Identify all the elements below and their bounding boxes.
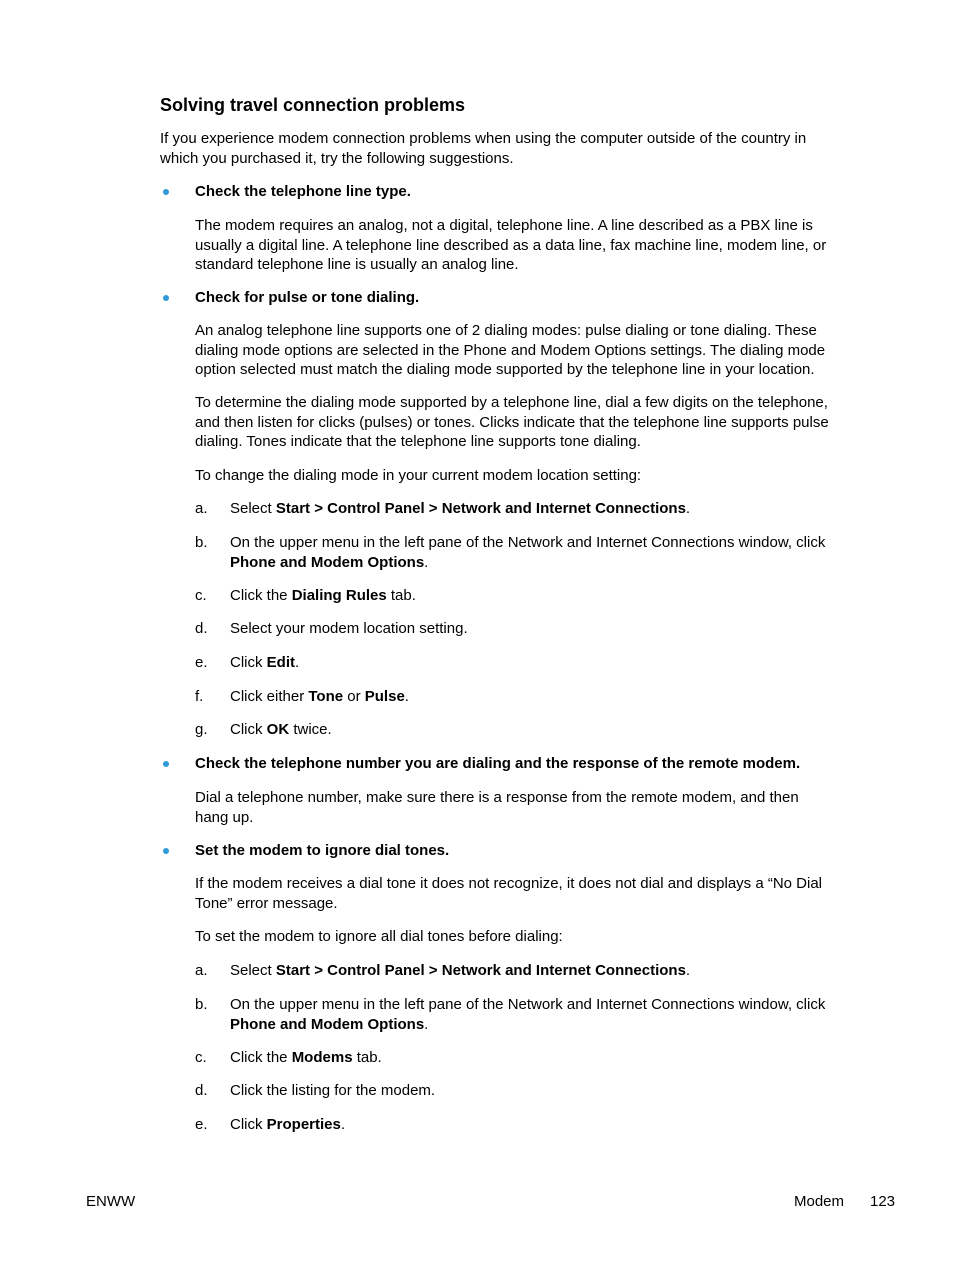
paragraph: To change the dialing mode in your current modem location setting: <box>195 467 642 484</box>
text-line: The modem requires an analog, not a digital, telephone line. A line described as a PBX line is <box>195 217 813 234</box>
step-letter: e. <box>195 654 208 671</box>
step-letter: g. <box>195 721 208 738</box>
text-line: If the modem receives a dial tone it does not recognize, it does not dial and displays a “No Dial <box>195 875 823 892</box>
text-line: Tone” error message. <box>195 894 338 912</box>
ui-label: OK <box>266 721 290 738</box>
paragraph <box>195 321 825 380</box>
ui-path: Start > Control Panel > Network and Internet Connections <box>275 962 686 979</box>
bullet-icon <box>163 761 169 767</box>
step-text: Select Start > Control Panel > Network and Internet Connections. <box>230 500 691 517</box>
bullet-title: Check the telephone line type. <box>195 183 411 200</box>
step-text: Click the listing for the modem. <box>230 1082 436 1099</box>
step-text: Click the Dialing Rules tab. <box>230 587 416 604</box>
bullet-title: Set the modem to ignore dial tones. <box>195 842 450 859</box>
footer-left: ENWW <box>86 1193 136 1210</box>
step-text: Click the Modems tab. <box>230 1049 382 1066</box>
ui-path: Start > Control Panel > Network and Internet Connections <box>275 500 686 517</box>
step-text: Select your modem location setting. <box>230 620 468 637</box>
text-line: If you experience modem connection problems when using the computer outside of the country in <box>160 130 807 147</box>
ui-label: Properties <box>266 1116 341 1133</box>
step-letter: d. <box>195 1082 208 1099</box>
text-line: and then listen for clicks (pulses) or tones. Clicks indicate that the telephone line supports pulse <box>195 413 829 431</box>
paragraph <box>195 788 799 827</box>
bullet-icon <box>163 848 169 854</box>
bullet-icon <box>163 295 169 301</box>
ui-label: Pulse <box>364 688 405 705</box>
step-text: Click OK twice. <box>230 721 332 738</box>
text-line: hang up. <box>195 808 254 826</box>
step-text: On the upper menu in the left pane of the Network and Internet Connections window, click Phone and Modem Options. <box>230 534 826 571</box>
step-letter: c. <box>195 1049 207 1066</box>
paragraph <box>195 874 822 913</box>
step-text: Click Edit. <box>230 654 300 671</box>
bullet-icon <box>163 189 169 195</box>
step-letter: b. <box>195 534 208 551</box>
step-letter: c. <box>195 587 207 604</box>
ui-label: Modems <box>291 1049 353 1066</box>
intro-paragraph <box>160 129 806 168</box>
step-text: On the upper menu in the left pane of the Network and Internet Connections window, click Phone and Modem Options. <box>230 996 826 1033</box>
bullet-title: Check for pulse or tone dialing. <box>195 289 420 306</box>
paragraph <box>195 393 829 452</box>
text-line: An analog telephone line supports one of 2 dialing modes: pulse dialing or tone dialing. These <box>195 322 817 339</box>
step-letter: e. <box>195 1116 208 1133</box>
ui-label: Phone and Modem Options <box>230 553 425 571</box>
bullet-title: Check the telephone number you are dialing and the response of the remote modem. <box>195 755 801 772</box>
text-line: usually a digital line. A telephone line described as a data line, fax machine line, modem line, or <box>195 236 827 254</box>
text-line: dialing. Tones indicate that the telephone line supports tone dialing. <box>195 433 641 450</box>
text-line: standard telephone line is usually an analog line. <box>195 256 519 273</box>
footer-section: Modem <box>794 1193 845 1210</box>
step-text: Click Properties. <box>230 1116 346 1133</box>
ui-label: Phone and Modem Options <box>230 1015 425 1033</box>
text-line: dialing mode options are selected in the Phone and Modem Options settings. The dialing mode <box>195 341 826 359</box>
text-line: Dial a telephone number, make sure there is a response from the remote modem, and then <box>195 789 799 806</box>
section-heading: Solving travel connection problems <box>160 95 466 115</box>
step-letter: d. <box>195 620 208 637</box>
text-line: which you purchased it, try the following suggestions. <box>160 149 514 167</box>
paragraph: To set the modem to ignore all dial tones before dialing: <box>195 928 563 945</box>
paragraph <box>195 216 826 275</box>
step-letter: f. <box>195 688 204 705</box>
ui-label: Edit <box>266 654 296 671</box>
step-text: Select Start > Control Panel > Network and Internet Connections. <box>230 962 691 979</box>
step-letter: a. <box>195 500 208 517</box>
text-line: option selected must match the dialing mode supported by the telephone line in your location. <box>195 361 815 378</box>
step-letter: a. <box>195 962 208 979</box>
step-text: Click either Tone or Pulse. <box>230 688 409 705</box>
step-letter: b. <box>195 996 208 1013</box>
text-line: To determine the dialing mode supported by a telephone line, dial a few digits on the telephone, <box>195 394 828 411</box>
page-number: 123 <box>870 1193 896 1210</box>
ui-label: Tone <box>308 688 344 705</box>
ui-label: Dialing Rules <box>291 587 387 604</box>
